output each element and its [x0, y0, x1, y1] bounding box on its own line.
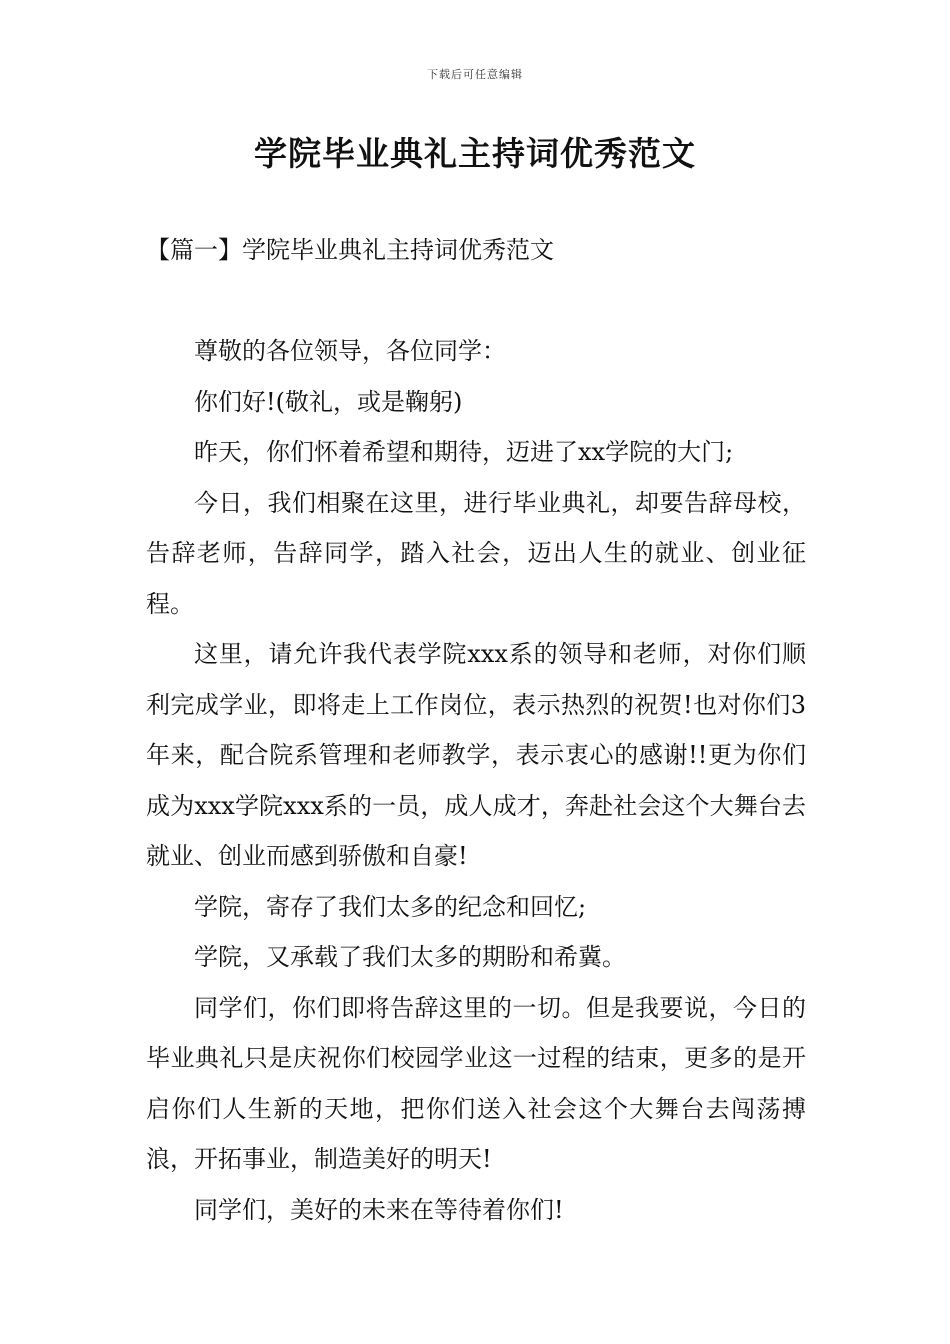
paragraph-hopes: 学院，又承载了我们太多的期盼和希冀。 — [194, 943, 626, 971]
page-header-note: 下载后可任意编辑 — [427, 68, 523, 81]
paragraph-future: 同学们，美好的未来在等待着你们! — [194, 1195, 564, 1224]
paragraph-congratulations: 这里，请允许我代表学院xxx系的领导和老师，对你们顺利完成学业，即将走上工作岗位，表示热烈的祝贺!也对你们3年来，配合院系管理和老师教学，表示衷心的感谢!!更为你们成为xxx学院xxx系的一员，成人成才，奔赴社会这个大舞台去就业、创业而感到骄傲和自豪! — [146, 640, 806, 870]
paragraph-hello: 你们好!(敬礼，或是鞠躬) — [194, 387, 463, 416]
paragraph-memories: 学院，寄存了我们太多的纪念和回忆; — [194, 892, 587, 921]
document-body — [146, 326, 806, 1235]
paragraph-yesterday: 昨天，你们怀着希望和期待，迈进了xx学院的大门; — [194, 438, 734, 466]
paragraph-today: 今日，我们相聚在这里，进行毕业典礼，却要告辞母校，告辞老师，告辞同学，踏入社会，迈出人生的就业、创业征程。 — [146, 488, 806, 618]
document-title: 学院毕业典礼主持词优秀范文 — [254, 134, 696, 173]
section-heading: 【篇一】学院毕业典礼主持词优秀范文 — [146, 236, 554, 264]
paragraph-greeting: 尊敬的各位领导，各位同学： — [194, 337, 506, 365]
paragraph-farewell: 同学们，你们即将告辞这里的一切。但是我要说，今日的毕业典礼只是庆祝你们校园学业这一过程的结束，更多的是开启你们人生新的天地，把你们送入社会这个大舞台去闯荡搏浪，开拓事业，制造美好的明天! — [146, 993, 806, 1173]
